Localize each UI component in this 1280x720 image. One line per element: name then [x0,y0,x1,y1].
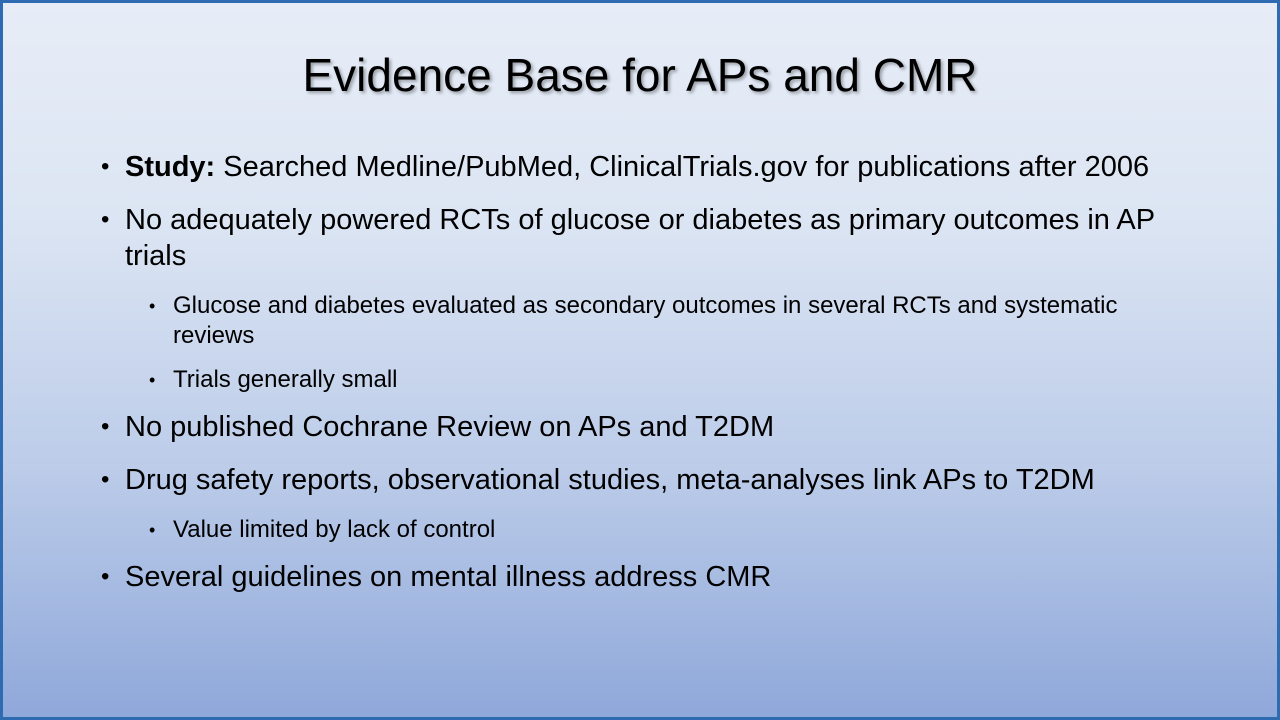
bullet-text: Drug safety reports, observational studies, meta-analyses link APs to T2DM [125,464,1095,496]
sub-bullet-glyph: • [149,370,156,390]
bullet-item-study [99,149,1189,185]
sub-bullet-item-trials-small [99,365,1189,395]
sub-bullet-text: Trials generally small [173,366,398,393]
bullet-glyph: • [101,206,110,233]
bullet-glyph: • [101,563,110,590]
bullet-item-cochrane [99,409,1189,445]
sub-bullet-item-secondary-outcomes [99,291,1189,351]
sub-bullet-text: Glucose and diabetes evaluated as secondary outcomes in several RCTs and systematic reviews [173,292,1118,349]
bullet-glyph: • [101,413,110,440]
bullet-text: Several guidelines on mental illness address CMR [125,561,772,593]
sub-bullet-text: Value limited by lack of control [173,516,496,543]
sub-bullet-glyph: • [149,296,156,316]
bullet-lead: Study: [125,151,216,183]
bullet-text: No published Cochrane Review on APs and T2DM [125,411,775,443]
bullet-glyph: • [101,466,110,493]
bullet-glyph: • [101,153,110,180]
slide-title: Evidence Base for APs and CMR [302,49,978,101]
bullet-item-drug-safety [99,462,1189,498]
sub-bullet-item-value-limited [99,515,1189,545]
bullet-item-guidelines [99,559,1189,595]
bullet-text: Searched Medline/PubMed, ClinicalTrials.gov for publications after 2006 [215,151,1150,183]
bullet-text: No adequately powered RCTs of glucose or diabetes as primary outcomes in AP trials [125,204,1155,272]
sub-bullet-glyph: • [149,520,156,540]
bullet-list [99,149,1189,612]
bullet-item-no-rcts [99,202,1189,274]
